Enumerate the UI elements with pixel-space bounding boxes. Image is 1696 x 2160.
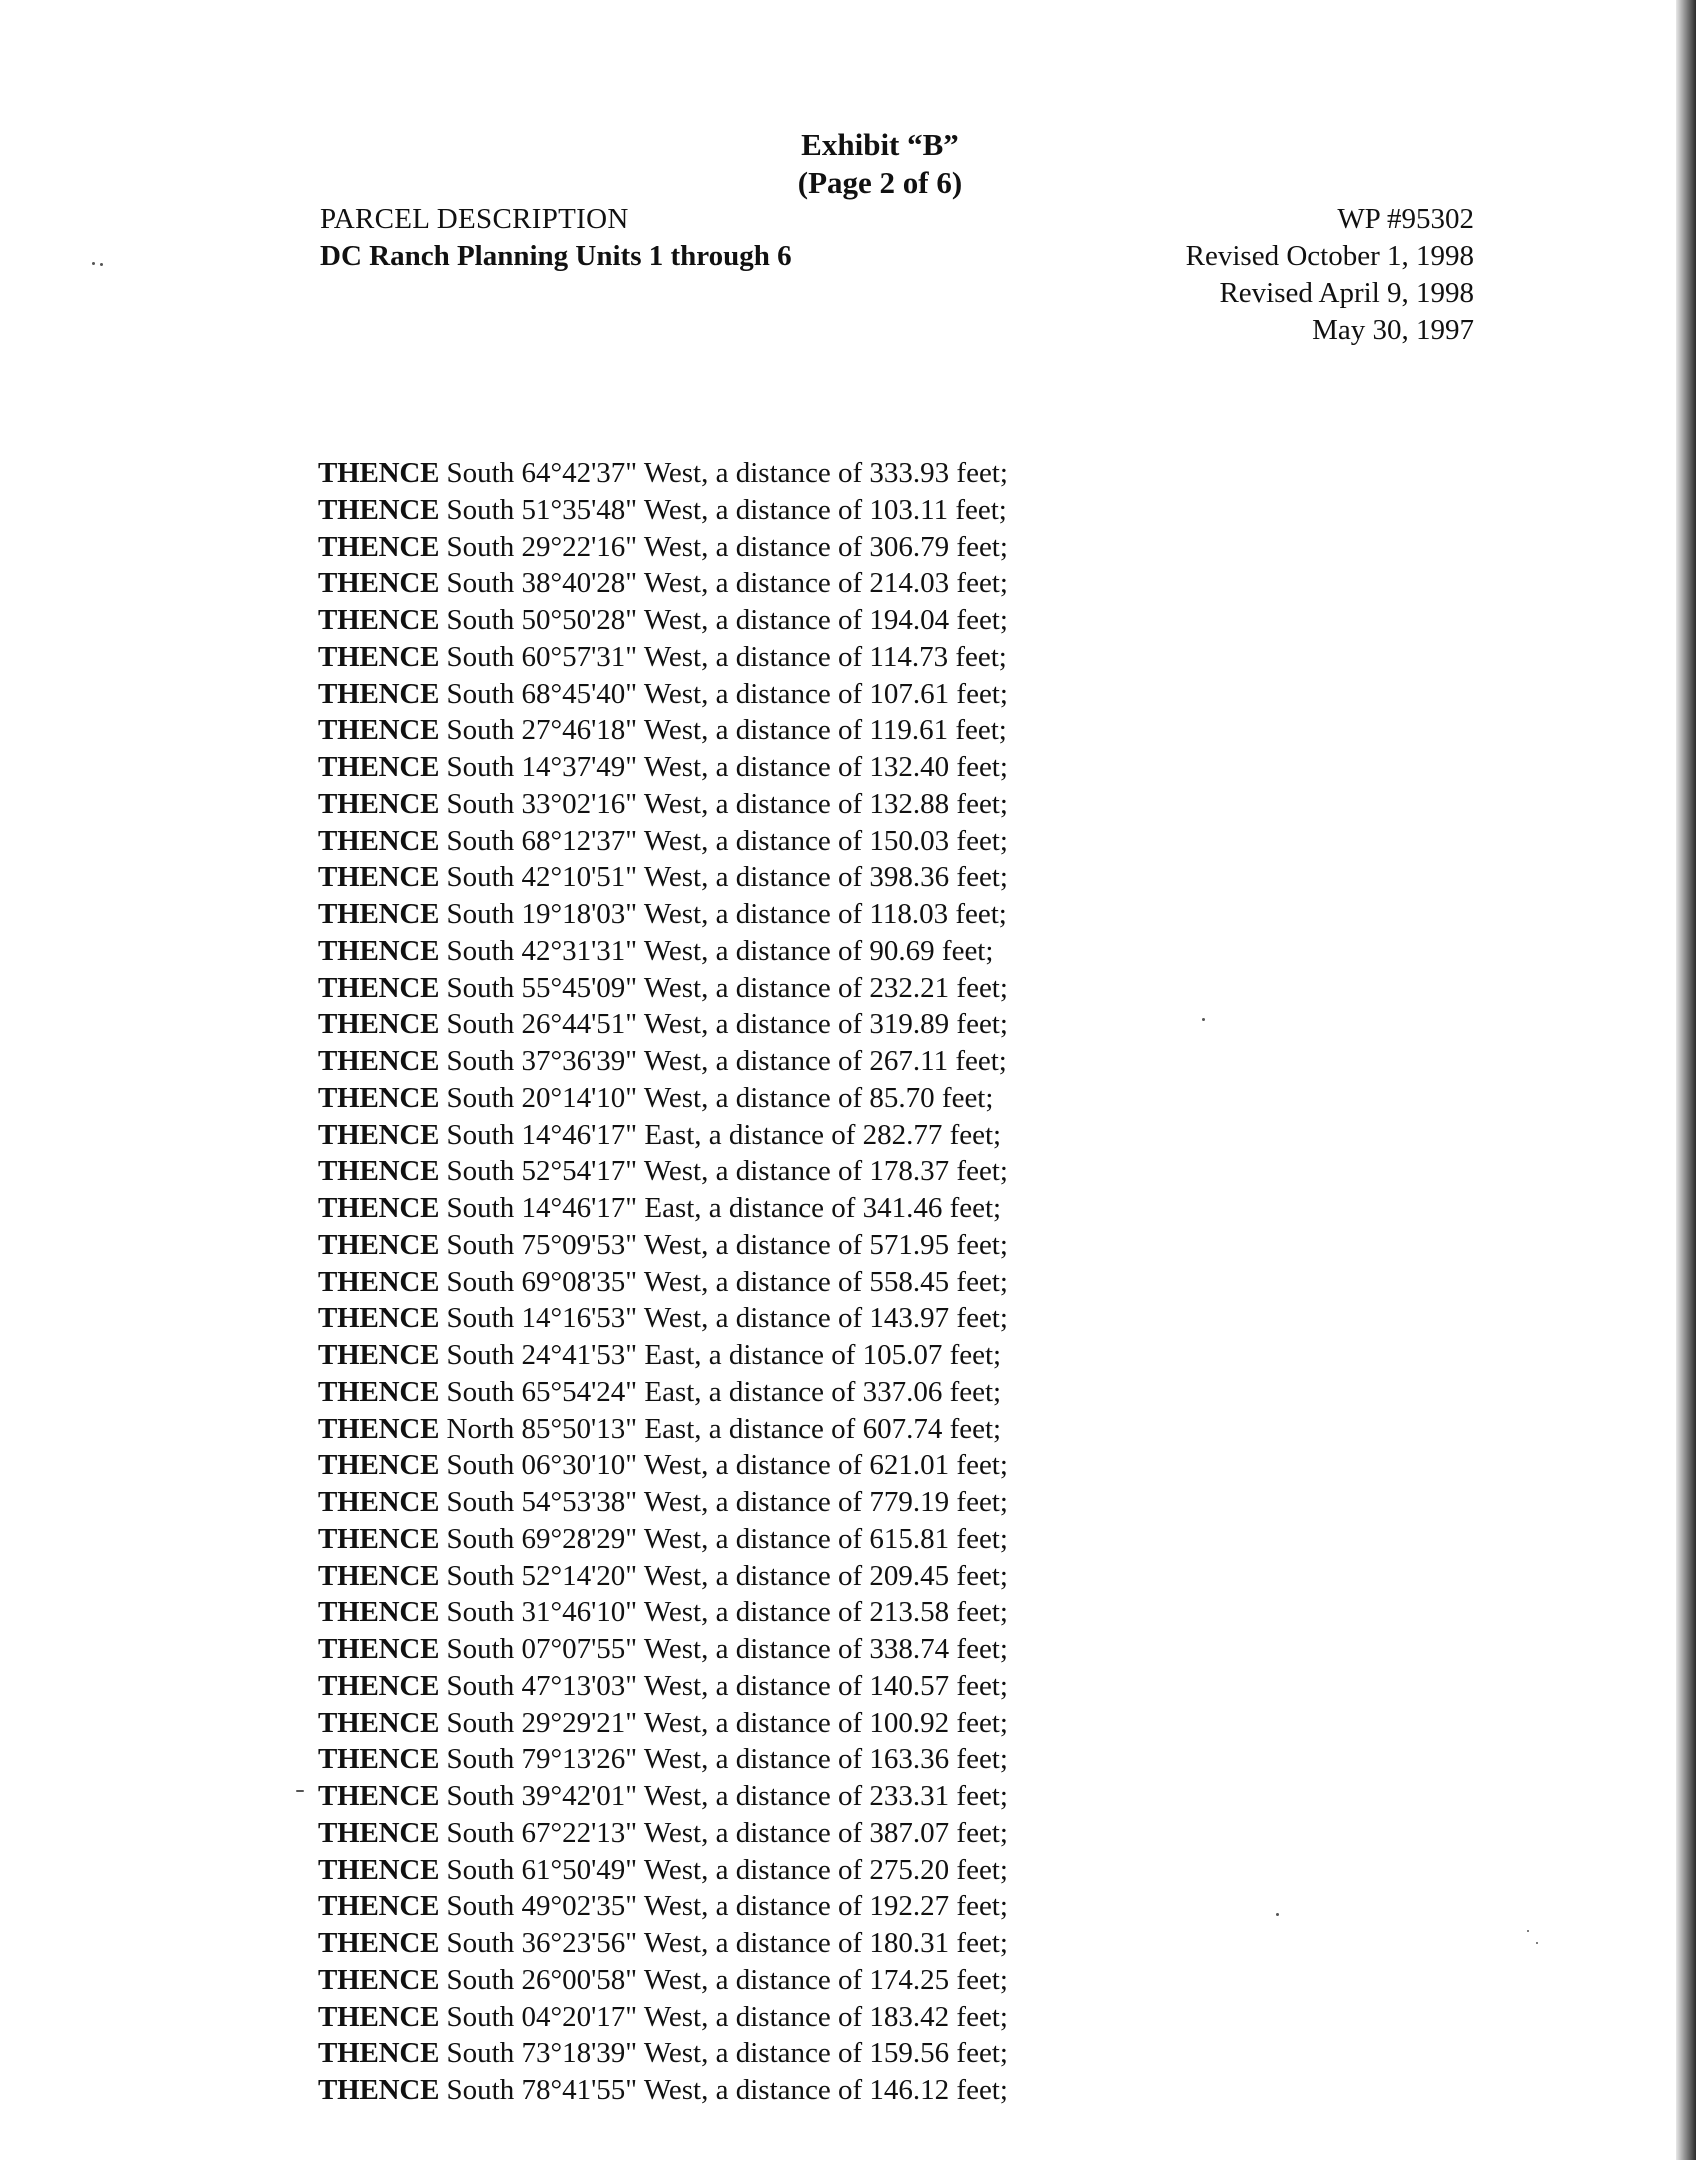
course-line <box>318 933 1008 970</box>
course-line <box>318 970 1008 1007</box>
thence-keyword: THENCE <box>318 1302 440 1335</box>
course-text: South 68°12'37" West, a distance of 150.03 feet; <box>446 824 1008 857</box>
course-line <box>318 1080 1008 1117</box>
course-text: South 26°44'51" West, a distance of 319.89 feet; <box>446 1008 1008 1041</box>
course-line <box>318 1190 1008 1227</box>
thence-keyword: THENCE <box>318 1816 440 1849</box>
course-line <box>318 2035 1008 2072</box>
revision-block <box>1186 201 1474 349</box>
course-line <box>318 1962 1008 1999</box>
revised-date-2: Revised April 9, 1998 <box>1219 277 1474 309</box>
course-text: South 38°40'28" West, a distance of 214.03 feet; <box>446 567 1008 600</box>
course-text: South 27°46'18" West, a distance of 119.61 feet; <box>446 714 1007 747</box>
thence-keyword: THENCE <box>318 1375 440 1408</box>
thence-keyword: THENCE <box>318 1265 440 1298</box>
course-text: North 85°50'13" East, a distance of 607.74 feet; <box>446 1412 1002 1445</box>
parcel-subtitle: DC Ranch Planning Units 1 through 6 <box>320 240 792 272</box>
course-text: South 51°35'48" West, a distance of 103.11 feet; <box>446 493 1007 526</box>
course-text: South 64°42'37" West, a distance of 333.93 feet; <box>446 457 1008 489</box>
course-text: South 14°46'17" East, a distance of 341.46 feet; <box>446 1192 1002 1224</box>
thence-keyword: THENCE <box>318 493 440 526</box>
course-line <box>318 639 1008 676</box>
course-text: South 73°18'39" West, a distance of 159.56 feet; <box>446 2037 1008 2070</box>
course-text: South 75°09'53" West, a distance of 571.95 feet; <box>446 1228 1008 1261</box>
course-text: South 52°54'17" West, a distance of 178.37 feet; <box>446 1155 1008 1188</box>
thence-keyword: THENCE <box>318 1780 440 1812</box>
course-line <box>318 1888 1008 1925</box>
course-text: South 55°45'09" West, a distance of 232.21 feet; <box>446 971 1008 1004</box>
course-line <box>318 896 1008 933</box>
course-line <box>318 1264 1008 1301</box>
course-line <box>318 823 1008 860</box>
thence-keyword: THENCE <box>318 677 440 710</box>
course-text: South 14°37'49" West, a distance of 132.40 feet; <box>446 751 1008 783</box>
course-line <box>318 565 1008 602</box>
thence-keyword: THENCE <box>318 1596 440 1629</box>
thence-keyword: THENCE <box>318 1339 440 1371</box>
course-text: South 47°13'03" West, a distance of 140.57 feet; <box>446 1669 1008 1702</box>
course-line <box>318 1741 1008 1778</box>
course-text: South 69°28'29" West, a distance of 615.81 feet; <box>446 1522 1008 1555</box>
course-line <box>318 1631 1008 1668</box>
course-text: South 26°00'58" West, a distance of 174.25 feet; <box>446 1963 1008 1996</box>
thence-keyword: THENCE <box>318 1633 440 1665</box>
course-line <box>318 1594 1008 1631</box>
thence-keyword: THENCE <box>318 787 440 820</box>
thence-keyword: THENCE <box>318 1559 440 1592</box>
course-line <box>318 1300 1008 1337</box>
course-text: South 31°46'10" West, a distance of 213.58 feet; <box>446 1596 1008 1629</box>
thence-keyword: THENCE <box>318 1743 440 1776</box>
thence-keyword: THENCE <box>318 1449 440 1482</box>
course-line <box>318 786 1008 823</box>
course-text: South 69°08'35" West, a distance of 558.45 feet; <box>446 1265 1008 1298</box>
thence-keyword: THENCE <box>318 751 440 783</box>
thence-keyword: THENCE <box>318 1081 440 1114</box>
exhibit-title-block <box>700 126 1060 202</box>
course-line <box>318 602 1008 639</box>
course-line <box>318 749 1008 786</box>
thence-keyword: THENCE <box>318 1412 440 1445</box>
thence-keyword: THENCE <box>318 1963 440 1996</box>
course-text: South 20°14'10" West, a distance of 85.70 feet; <box>446 1081 994 1114</box>
thence-keyword: THENCE <box>318 1927 440 1959</box>
course-text: South 49°02'35" West, a distance of 192.27 feet; <box>446 1890 1008 1923</box>
thence-keyword: THENCE <box>318 898 440 930</box>
course-line <box>318 2072 1008 2109</box>
course-line <box>318 1227 1008 1264</box>
thence-keyword: THENCE <box>318 714 440 747</box>
page-label: (Page 2 of 6) <box>797 165 963 200</box>
parcel-description-heading: PARCEL DESCRIPTION <box>320 203 629 235</box>
thence-keyword: THENCE <box>318 1522 440 1555</box>
course-text: South 07°07'55" West, a distance of 338.74 feet; <box>446 1633 1008 1665</box>
course-text: South 78°41'55" West, a distance of 146.12 feet; <box>446 2074 1008 2106</box>
thence-keyword: THENCE <box>318 1669 440 1702</box>
thence-keyword: THENCE <box>318 640 440 673</box>
course-line <box>318 1337 1008 1374</box>
thence-keyword: THENCE <box>318 1706 440 1739</box>
thence-keyword: THENCE <box>318 1045 440 1077</box>
thence-keyword: THENCE <box>318 457 440 489</box>
course-text: South 33°02'16" West, a distance of 132.88 feet; <box>446 787 1008 820</box>
course-line <box>318 1558 1008 1595</box>
course-text: South 37°36'39" West, a distance of 267.11 feet; <box>446 1045 1007 1077</box>
course-line <box>318 1043 1008 1080</box>
thence-keyword: THENCE <box>318 1853 440 1886</box>
thence-keyword: THENCE <box>318 567 440 600</box>
course-line <box>318 1668 1008 1705</box>
course-line <box>318 712 1008 749</box>
course-line <box>318 1374 1008 1411</box>
course-line <box>318 1999 1008 2036</box>
thence-keyword: THENCE <box>318 1486 440 1518</box>
course-text: South 29°29'21" West, a distance of 100.92 feet; <box>446 1706 1008 1739</box>
course-text: South 42°31'31" West, a distance of 90.69 feet; <box>446 934 994 967</box>
course-list <box>318 455 1008 2109</box>
course-text: South 14°46'17" East, a distance of 282.77 feet; <box>446 1118 1002 1151</box>
course-text: South 68°45'40" West, a distance of 107.61 feet; <box>446 677 1008 710</box>
thence-keyword: THENCE <box>318 1890 440 1923</box>
original-date: May 30, 1997 <box>1312 314 1474 346</box>
course-line <box>318 1925 1008 1962</box>
course-text: South 04°20'17" West, a distance of 183.42 feet; <box>446 2000 1008 2033</box>
course-text: South 14°16'53" West, a distance of 143.97 feet; <box>446 1302 1008 1335</box>
course-text: South 60°57'31" West, a distance of 114.73 feet; <box>446 640 1007 673</box>
course-line <box>318 1484 1008 1521</box>
course-text: South 50°50'28" West, a distance of 194.04 feet; <box>446 604 1008 636</box>
course-line <box>318 529 1008 566</box>
thence-keyword: THENCE <box>318 1192 440 1224</box>
thence-keyword: THENCE <box>318 2074 440 2106</box>
thence-keyword: THENCE <box>318 604 440 636</box>
thence-keyword: THENCE <box>318 530 440 563</box>
course-text: South 61°50'49" West, a distance of 275.20 feet; <box>446 1853 1008 1886</box>
course-text: South 54°53'38" West, a distance of 779.19 feet; <box>446 1486 1008 1518</box>
thence-keyword: THENCE <box>318 971 440 1004</box>
course-line <box>318 1153 1008 1190</box>
thence-keyword: THENCE <box>318 824 440 857</box>
course-text: South 39°42'01" West, a distance of 233.31 feet; <box>446 1780 1008 1812</box>
course-text: South 06°30'10" West, a distance of 621.01 feet; <box>446 1449 1008 1482</box>
course-line <box>318 1705 1008 1742</box>
wp-number: WP #95302 <box>1337 203 1474 235</box>
course-line <box>318 1778 1008 1815</box>
revised-date-1: Revised October 1, 1998 <box>1185 240 1474 272</box>
course-text: South 29°22'16" West, a distance of 306.79 feet; <box>446 530 1008 563</box>
course-text: South 19°18'03" West, a distance of 118.03 feet; <box>446 898 1007 930</box>
thence-keyword: THENCE <box>318 934 440 967</box>
thence-keyword: THENCE <box>318 861 440 894</box>
course-line <box>318 492 1008 529</box>
thence-keyword: THENCE <box>318 2037 440 2070</box>
course-line <box>318 1447 1008 1484</box>
thence-keyword: THENCE <box>318 1118 440 1151</box>
course-text: South 24°41'53" East, a distance of 105.07 feet; <box>446 1339 1002 1371</box>
thence-keyword: THENCE <box>318 1008 440 1041</box>
course-text: South 52°14'20" West, a distance of 209.45 feet; <box>446 1559 1008 1592</box>
course-line <box>318 1521 1008 1558</box>
course-text: South 67°22'13" West, a distance of 387.07 feet; <box>446 1816 1008 1849</box>
thence-keyword: THENCE <box>318 1228 440 1261</box>
course-line <box>318 676 1008 713</box>
thence-keyword: THENCE <box>318 2000 440 2033</box>
course-line <box>318 1852 1008 1889</box>
course-line <box>318 859 1008 896</box>
course-line <box>318 455 1008 492</box>
course-text: South 79°13'26" West, a distance of 163.36 feet; <box>446 1743 1008 1776</box>
course-line <box>318 1117 1008 1154</box>
exhibit-title: Exhibit “B” <box>801 127 959 162</box>
course-line <box>318 1006 1008 1043</box>
course-text: South 42°10'51" West, a distance of 398.36 feet; <box>446 861 1008 894</box>
course-line <box>318 1411 1008 1448</box>
thence-keyword: THENCE <box>318 1155 440 1188</box>
course-line <box>318 1815 1008 1852</box>
scan-edge-shadow <box>1676 0 1696 2160</box>
course-text: South 36°23'56" West, a distance of 180.31 feet; <box>446 1927 1008 1959</box>
course-text: South 65°54'24" East, a distance of 337.06 feet; <box>446 1375 1002 1408</box>
